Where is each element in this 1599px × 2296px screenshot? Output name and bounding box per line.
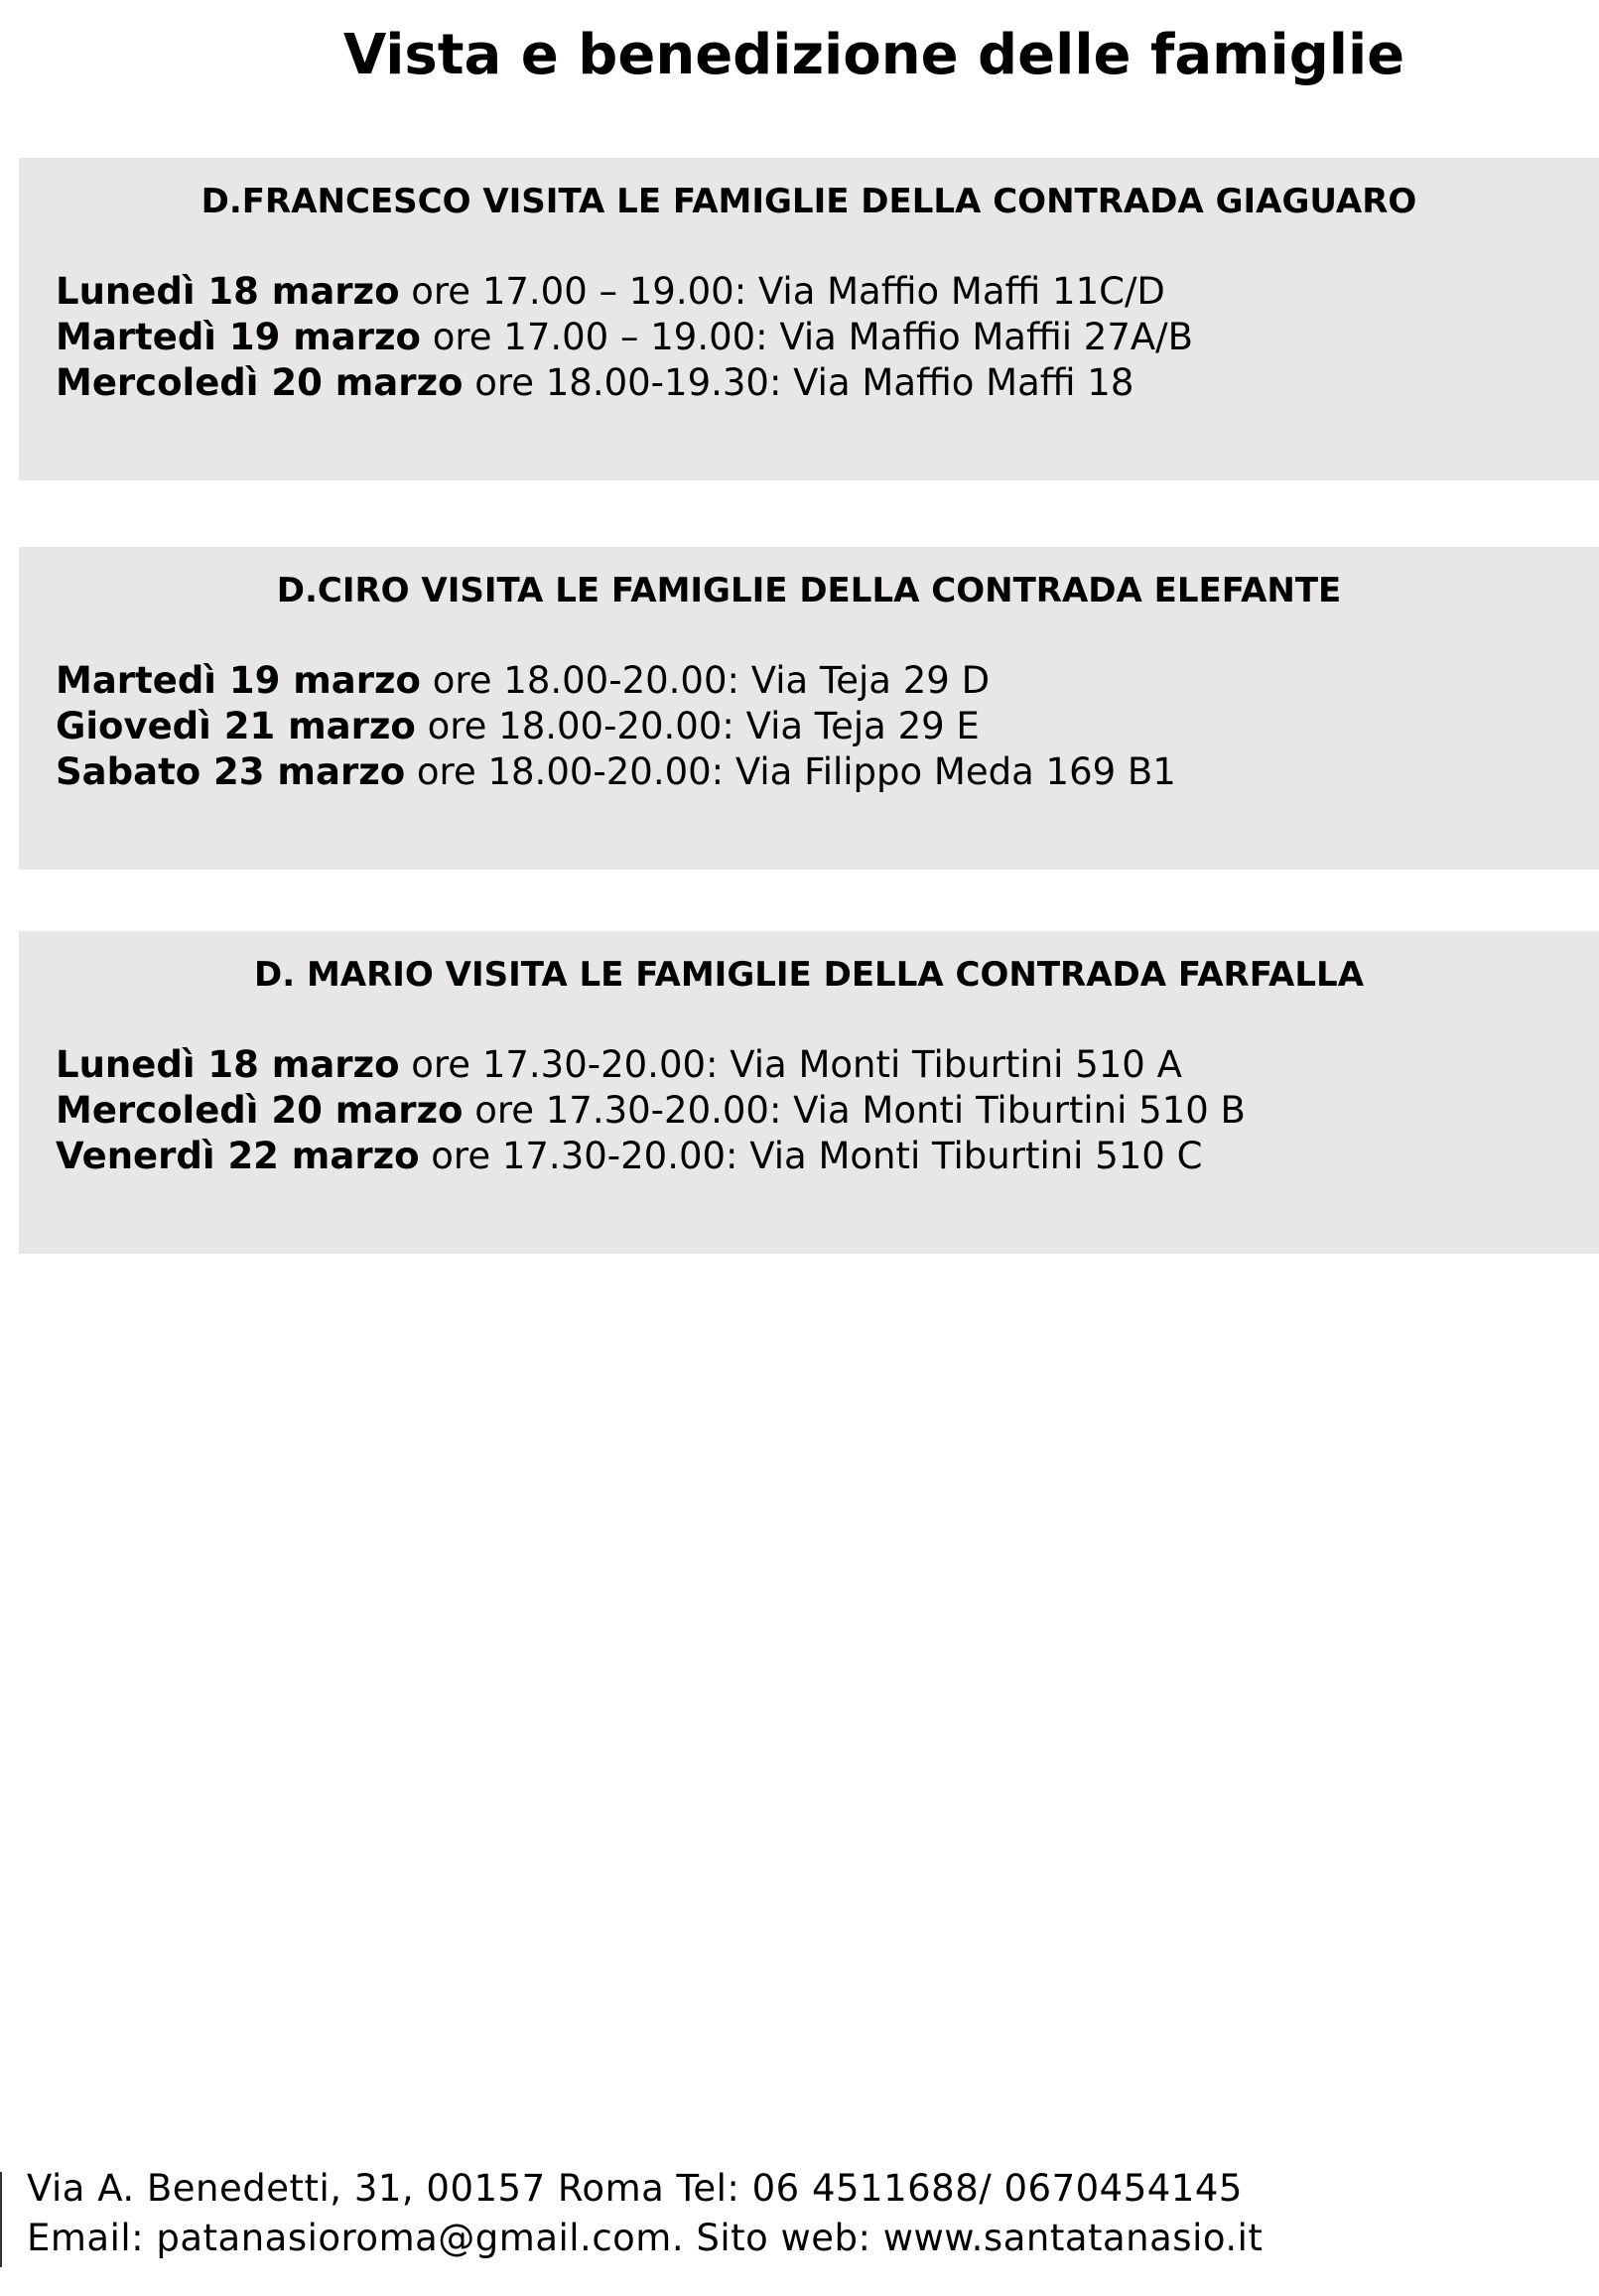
visit-list bbox=[56, 1042, 1246, 1179]
visit-list bbox=[56, 269, 1193, 406]
visit-detail: ore 18.00-19.30: Via Maffio Maffi 18 bbox=[463, 361, 1134, 404]
section-heading: D.FRANCESCO VISITA LE FAMIGLIE DELLA CONTRADA GIAGUARO bbox=[200, 182, 1417, 221]
visit-detail: ore 17.30-20.00: Via Monti Tiburtini 510 B bbox=[463, 1089, 1246, 1132]
visit-day: Martedì 19 marzo bbox=[56, 316, 421, 358]
section-heading: D.CIRO VISITA LE FAMIGLIE DELLA CONTRADA ELEFANTE bbox=[276, 571, 1342, 610]
visit-item bbox=[56, 704, 1176, 749]
visit-day: Lunedì 18 marzo bbox=[56, 1043, 400, 1086]
visit-item bbox=[56, 749, 1176, 795]
visit-detail: ore 17.00 – 19.00: Via Maffio Maffi 11C/D bbox=[399, 270, 1165, 313]
visit-day: Giovedì 21 marzo bbox=[56, 705, 416, 747]
visit-detail: ore 17.30-20.00: Via Monti Tiburtini 510 A bbox=[399, 1043, 1182, 1086]
visit-item bbox=[56, 315, 1193, 360]
visit-detail: ore 17.00 – 19.00: Via Maffio Maffii 27A/B bbox=[420, 316, 1194, 358]
footer bbox=[0, 2166, 1489, 2269]
visit-item bbox=[56, 1134, 1246, 1179]
visit-list bbox=[56, 658, 1176, 795]
visit-item bbox=[56, 658, 1176, 704]
visit-detail: ore 18.00-20.00: Via Teja 29 E bbox=[415, 705, 980, 747]
visit-detail: ore 18.00-20.00: Via Filippo Meda 169 B1 bbox=[405, 750, 1176, 793]
section-contrada-elefante bbox=[19, 547, 1599, 870]
section-contrada-farfalla bbox=[19, 931, 1599, 1254]
footer-contact: Email: patanasioroma@gmail.com. Sito web: www.santatanasio.it bbox=[27, 2217, 1264, 2259]
visit-item bbox=[56, 360, 1193, 406]
visit-day: Martedì 19 marzo bbox=[56, 659, 421, 702]
visit-item bbox=[56, 1088, 1246, 1134]
visit-day: Sabato 23 marzo bbox=[56, 750, 406, 793]
visit-day: Mercoledì 20 marzo bbox=[56, 1089, 464, 1132]
visit-item bbox=[56, 1042, 1246, 1088]
section-contrada-giaguaro bbox=[19, 158, 1599, 480]
visit-item bbox=[56, 269, 1193, 315]
visit-day: Mercoledì 20 marzo bbox=[56, 361, 464, 404]
visit-detail: ore 17.30-20.00: Via Monti Tiburtini 510 C bbox=[419, 1135, 1203, 1177]
footer-address: Via A. Benedetti, 31, 00157 Roma Tel: 06 4511688/ 0670454145 bbox=[27, 2167, 1243, 2210]
visit-day: Venerdì 22 marzo bbox=[56, 1135, 420, 1177]
page-title: Vista e benedizione delle famiglie bbox=[342, 23, 1405, 87]
visit-detail: ore 18.00-20.00: Via Teja 29 D bbox=[420, 659, 991, 702]
visit-day: Lunedì 18 marzo bbox=[56, 270, 400, 313]
section-heading: D. MARIO VISITA LE FAMIGLIE DELLA CONTRADA FARFALLA bbox=[253, 955, 1365, 995]
footer-divider bbox=[0, 2172, 2, 2267]
